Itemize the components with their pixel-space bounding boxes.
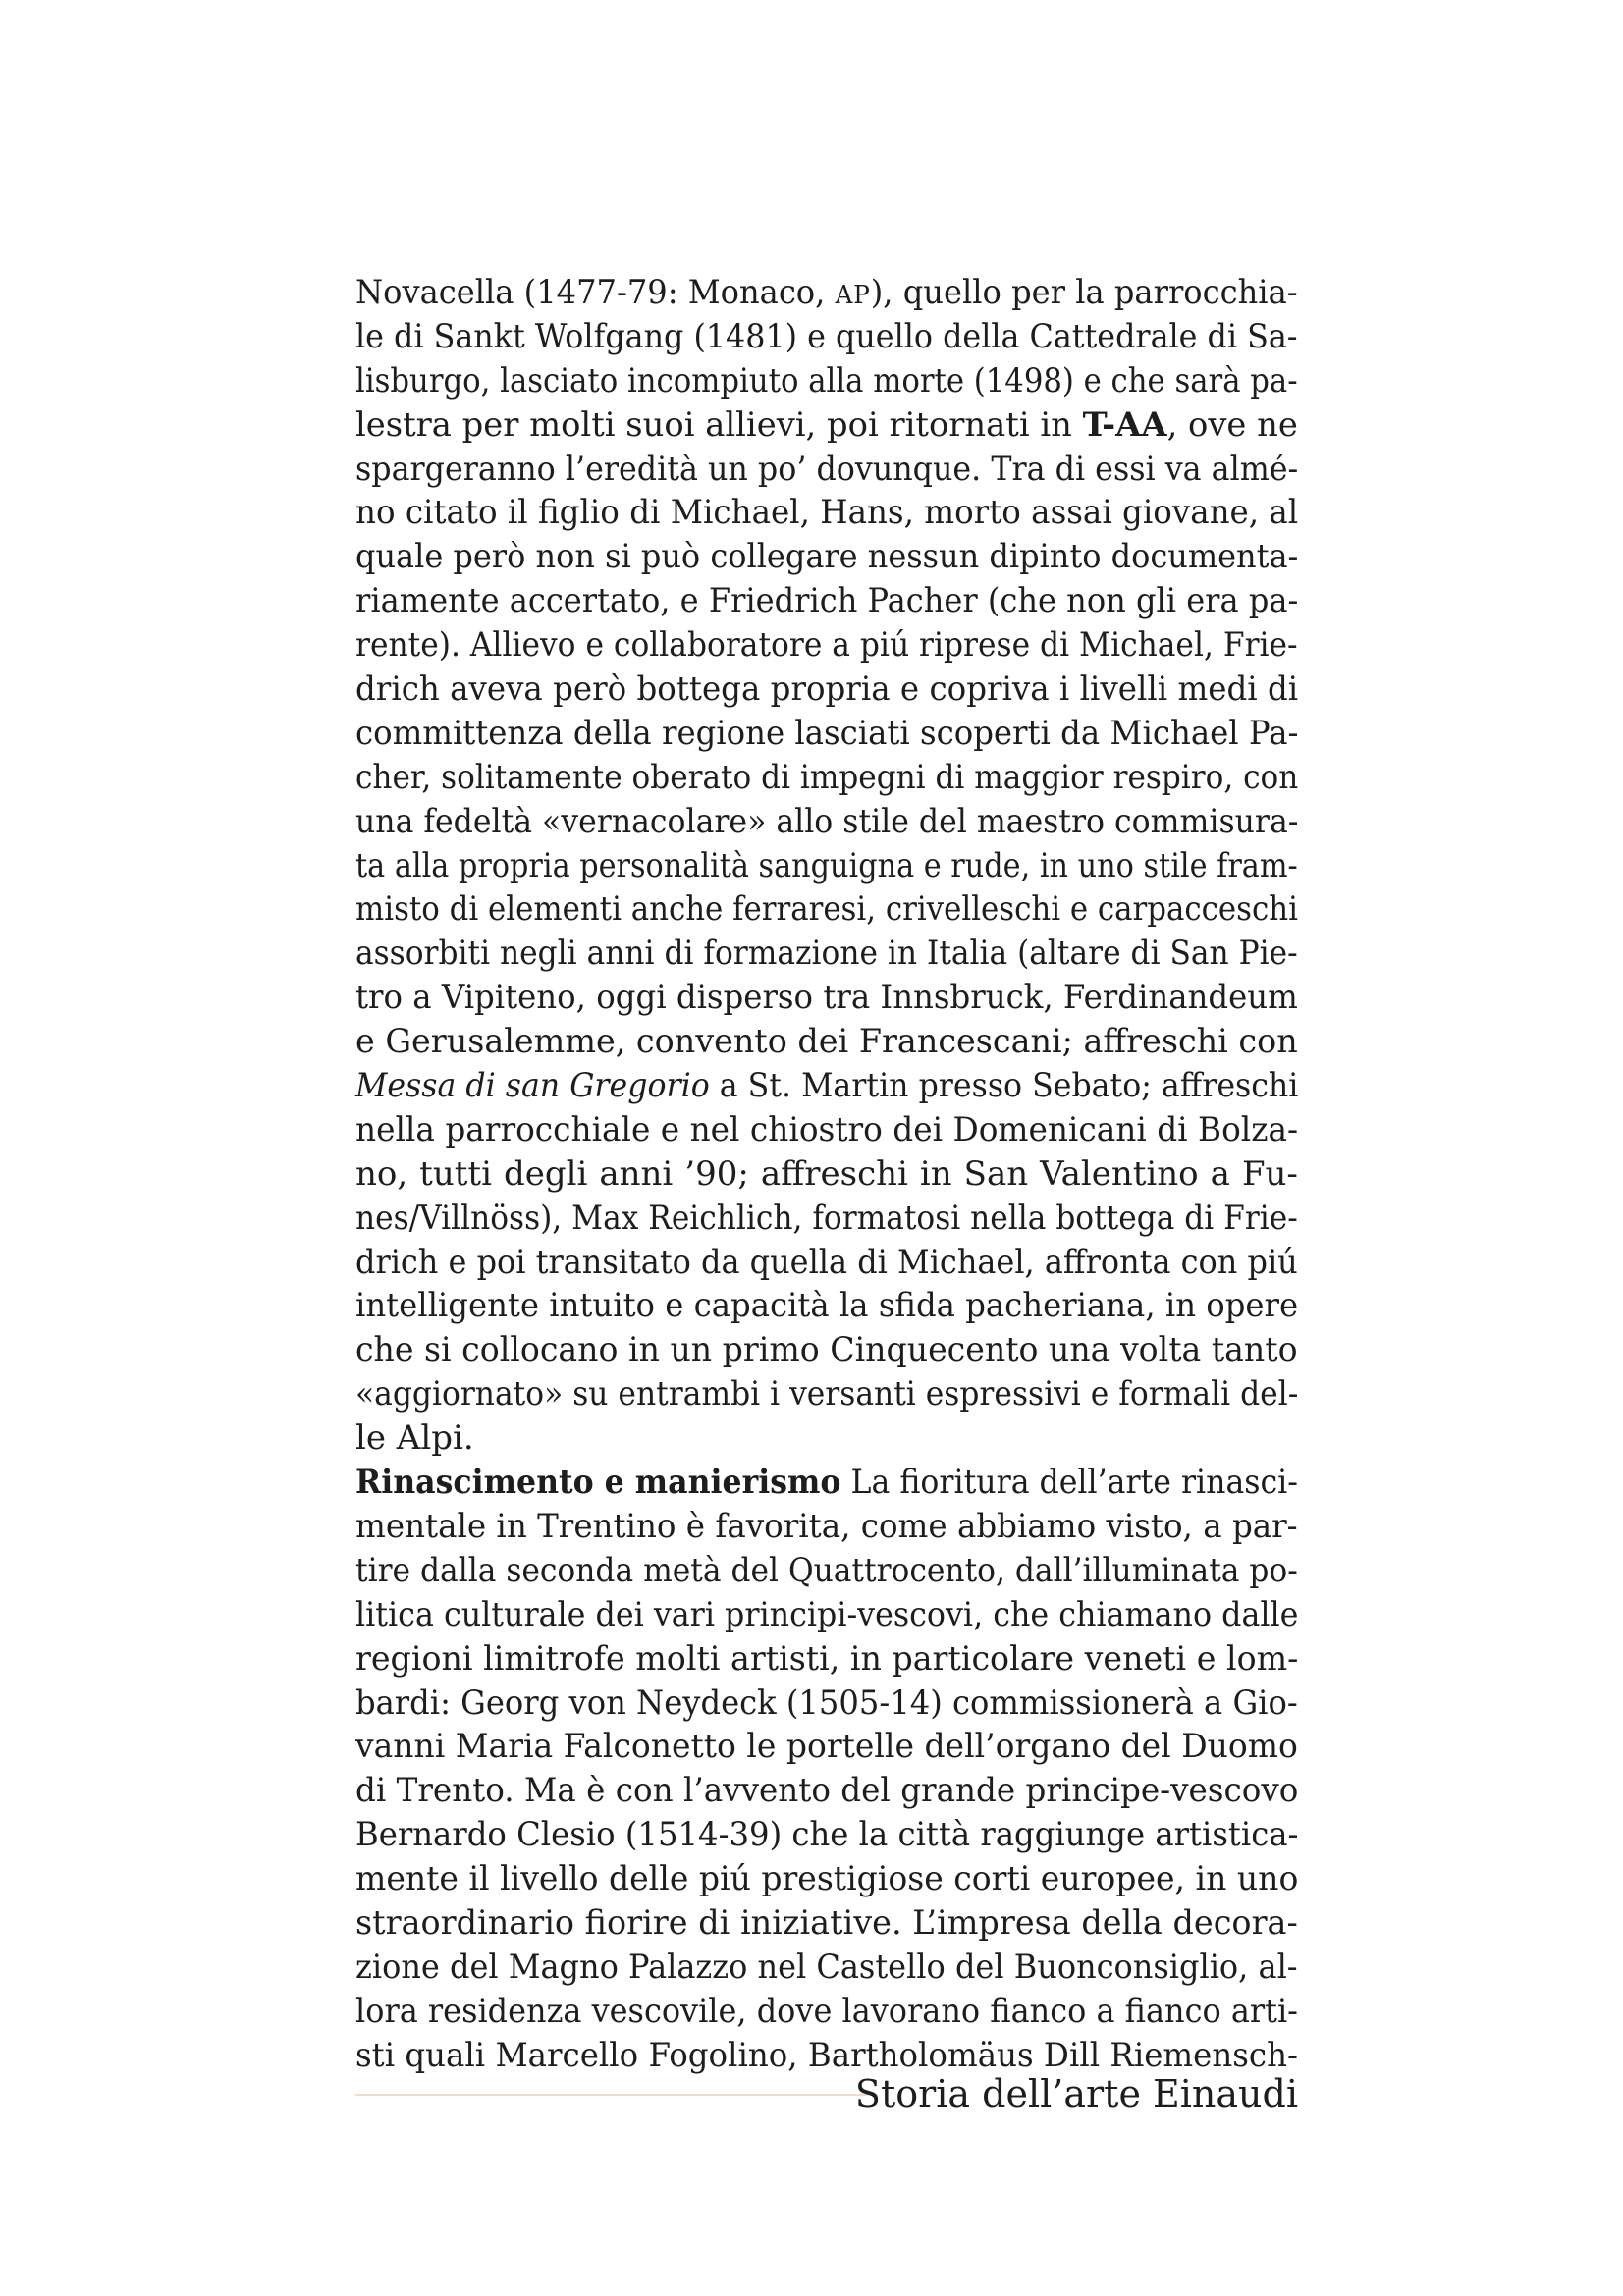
text-line: e Gerusalemme, convento dei Francescani; affreschi con xyxy=(355,1022,1298,1062)
text-line: mente il livello delle piú prestigiose corti europee, in uno xyxy=(355,1859,1299,1899)
text-line: drich aveva però bottega propria e copriva i livelli medi di xyxy=(355,669,1299,710)
text-line: riamente accertato, e Friedrich Pacher (che non gli era pa- xyxy=(355,581,1299,621)
footer-rule xyxy=(355,2094,868,2096)
text-line: che si collocano in un primo Cinquecento una volta tanto xyxy=(355,1330,1298,1370)
text-line: «aggiornato» su entrambi i versanti espressivi e formali del- xyxy=(355,1374,1299,1415)
text-line: cher, solitamente oberato di impegni di maggior respiro, con xyxy=(355,757,1299,797)
text-line: spargeranno l’eredità un po’ dovunque. Tra di essi va almé- xyxy=(355,449,1299,489)
text-line: tire dalla seconda metà del Quattrocento, dall’illuminata po- xyxy=(355,1550,1298,1590)
text-line: zione del Magno Palazzo nel Castello del Buonconsiglio, al- xyxy=(355,1947,1298,1987)
page-footer xyxy=(355,2069,1298,2118)
text-line: le di Sankt Wolfgang (1481) e quello della Cattedrale di Sa- xyxy=(355,316,1298,356)
text-line: mentale in Trentino è favorita, come abbiamo visto, a par- xyxy=(355,1506,1298,1546)
text-line: sti quali Marcello Fogolino, Bartholomäus Dill Riemensch- xyxy=(355,2035,1298,2075)
text-line: Messa di san Gregorio a St. Martin presso Sebato; affreschi xyxy=(355,1066,1299,1106)
section-heading: Rinascimento e manierismo xyxy=(355,1463,841,1503)
text-line: lisburgo, lasciato incompiuto alla morte (1498) e che sarà pa- xyxy=(355,360,1298,400)
text-line: Novacella (1477-79: Monaco, AP), quello per la parrocchia- xyxy=(355,273,1298,312)
text-line: quale però non si può collegare nessun dipinto documenta- xyxy=(355,537,1299,577)
text-line: drich e poi transitato da quella di Michael, affronta con piú xyxy=(355,1242,1298,1282)
text-line: nes/Villnöss), Max Reichlich, formatosi nella bottega di Frie- xyxy=(355,1198,1298,1238)
text-line: di Trento. Ma è con l’avvento del grande principe-vescovo xyxy=(355,1771,1299,1811)
text-line: intelligente intuito e capacità la sfida pacheriana, in opere xyxy=(355,1286,1299,1326)
text-line: vanni Maria Falconetto le portelle dell’organo del Duomo xyxy=(355,1727,1298,1767)
text-line: una fedeltà «vernacolare» allo stile del maestro commisura- xyxy=(355,801,1299,841)
text-line: bardi: Georg von Neydeck (1505-14) commissionerà a Gio- xyxy=(355,1682,1298,1723)
text-line: no, tutti degli anni ’90; affreschi in San Valentino a Fu- xyxy=(355,1153,1298,1194)
text-line: le Alpi. xyxy=(355,1418,474,1459)
text-line: assorbiti negli anni di formazione in Italia (altare di San Pie- xyxy=(355,934,1298,974)
text-line: no citato il figlio di Michael, Hans, morto assai giovane, al xyxy=(355,493,1299,533)
text-line: litica culturale dei vari principi-vescovi, che chiamano dalle xyxy=(355,1594,1299,1634)
footer-title: Storia dell’arte Einaudi xyxy=(854,2072,1298,2115)
text-line: misto di elementi anche ferraresi, crivelleschi e carpacceschi xyxy=(355,889,1298,930)
text-line: rente). Allievo e collaboratore a piú riprese di Michael, Frie- xyxy=(355,625,1298,666)
text-line: Bernardo Clesio (1514-39) che la città raggiunge artistica- xyxy=(355,1815,1299,1855)
text-line: tro a Vipiteno, oggi disperso tra Innsbruck, Ferdinandeum xyxy=(355,978,1298,1018)
text-line: straordinario fiorire di iniziative. L’impresa della decora- xyxy=(355,1902,1298,1943)
text-line: lestra per molti suoi allievi, poi ritornati in T-AA, ove ne xyxy=(355,404,1298,445)
text-line: regioni limitrofe molti artisti, in particolare veneti e lom- xyxy=(355,1638,1299,1679)
text-line: ta alla propria personalità sanguigna e rude, in uno stile fram- xyxy=(355,845,1298,885)
text-line: nella parrocchiale e nel chiostro dei Domenicani di Bolza- xyxy=(355,1109,1299,1149)
text-line: lora residenza vescovile, dove lavorano fianco a fianco arti- xyxy=(355,1991,1298,2031)
text-line: committenza della regione lasciati scoperti da Michael Pa- xyxy=(355,713,1299,753)
section-heading-line: Rinascimento e manierismo La fioritura dell’arte rinasci- xyxy=(355,1463,1298,1503)
body-text xyxy=(355,271,1298,2078)
